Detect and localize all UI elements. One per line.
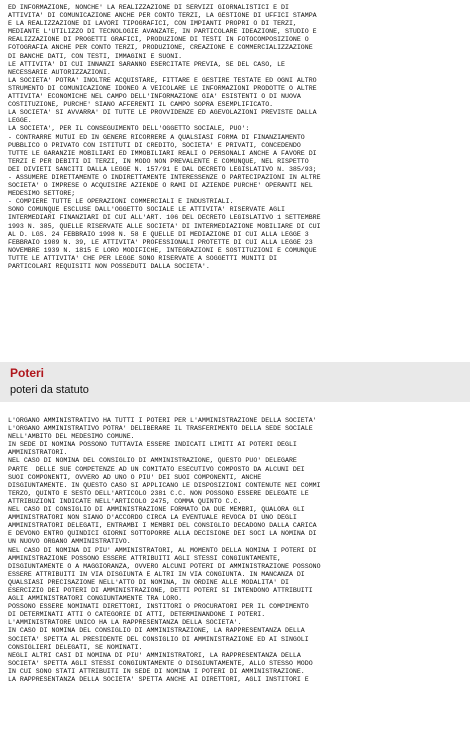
section-subtitle: poteri da statuto <box>10 384 89 396</box>
powers-text: L'ORGANO AMMINISTRATIVO HA TUTTI I POTERI PER L'AMMINISTRAZIONE DELLA SOCIETA' L'ORGANO AMMINISTRATIVO POTRA' DELIBERARE IL TRASFERIMENTO DELLA SEDE SOCIALE NELL'AMBITO DEL MEDESIMO COMUNE. IN SEDE DI NOMINA POSSONO TUTTAVIA ESSERE INDICATI LIMITI AI POTERI DEGLI AMMINISTRATORI. NEL CASO DI NOMINA DEL CONSIGLIO DI AMMINISTRAZIONE, QUESTO PUO' DELEGARE PARTE DELLE SUE COMPETENZE AD UN COMITATO ESECUTIVO COMPOSTO DA ALCUNI DEI SUOI COMPONENTI, OVVERO AD UNO O PIU' DEI SUOI COMPONENTI, ANCHE DISGIUNTAMENTE. IN QUESTO CASO SI APPLICANO LE DISPOSIZIONI CONTENUTE NEI COMMI TERZO, QUINTO E SESTO DELL'ARTICOLO 2381 C.C. NON POSSONO ESSERE DELEGATE LE ATTRIBUZIONI INDICATE NELL'ARTICOLO 2475, COMMA QUINTO C.C. NEL CASO DI CONSIGLIO DI AMMINISTRAZIONE FORMATO DA DUE MEMBRI, QUALORA GLI AMMINISTRATORI NON SIANO D'ACCORDO CIRCA LA EVENTUALE REVOCA DI UNO DEGLI AMMINISTRATORI DELEGATI, ENTRAMBI I MEMBRI DEL CONSIGLIO DECADONO DALLA CARICA E DEVONO ENTRO QUINDICI GIORNI SOTTOPORRE ALLA DECISIONE DEI SOCI LA NOMINA DI UN NUOVO ORGANO AMMINISTRATIVO. NEL CASO DI NOMINA DI PIU' AMMINISTRATORI, AL MOMENTO DELLA NOMINA I POTERI DI AMMINISTRAZIONE POSSONO ESSERE ATTRIBUITI AGLI STESSI CONGIUNTAMENTE, DISGIUNTAMENTE O A MAGGIORANZA, OVVERO ALCUNI POTERI DI AMMINISTRAZIONE POSSONO ESSERE ATTRIBUITI IN VIA DISGIUNTA E ALTRI IN VIA CONGIUNTA. IN MANCANZA DI QUALSIASI PRECISAZIONE NELL'ATTO DI NOMINA, IN ORDINE ALLE MODALITA' DI ESERCIZIO DEI POTERI DI AMMINISTRAZIONE, DETTI POTERI SI INTENDONO ATTRIBUITI AGLI AMMINISTRATORI CONGIUNTAMENTE TRA LORO. POSSONO ESSERE NOMINATI DIRETTORI, INSTITORI O PROCURATORI PER IL COMPIMENTO DI DETERMINATI ATTI O CATEGORIE DI ATTI, DETERMINANDONE I POTERI. L'AMMINISTRATORE UNICO HA LA RAPPRESENTANZA DELLA SOCIETA'. IN CASO DI NOMINA DEL CONSIGLIO DI AMMINISTRAZIONE, LA RAPPRESENTANZA DELLA SOCIETA' SPETTA AL PRESIDENTE DEL CONSIGLIO DI AMMINISTRAZIONE ED AI SINGOLI CONSIGLIERI DELEGATI, SE NOMINATI. NEGLI ALTRI CASI DI NOMINA DI PIU' AMMINISTRATORI, LA RAPPRESENTANZA DELLA SOCIETA' SPETTA AGLI STESSI CONGIUNTAMENTE O DISGIUNTAMENTE, ALLO STESSO MODO IN CUI SONO STATI ATTRIBUITI IN SEDE DI NOMINA I POTERI DI AMMINISTRAZIONE. LA RAPPRESENTANZA DELLA SOCIETA' SPETTA ANCHE AI DIRETTORI, AGLI INSTITORI E <box>8 417 321 683</box>
object-clause-text: ED INFORMAZIONE, NONCHE' LA REALIZZAZIONE DI SERVIZI GIORNALISTICI E DI ATTIVITA' DI COMUNICAZIONE ANCHE PER CONTO TERZI, LA GESTIONE DI UFFICI STAMPA E LA REALIZZAZIONE DI LAVORI TIPOGRAFICI, CON IMPIANTI PROPRI O DI TERZI, MEDIANTE L'UTILIZZO DI TECNOLOGIE AVANZATE, IN PARTICOLARE IDEAZIONE, STUDIO E REALIZZAZIONE DI PROGETTI GRAFICI, PRODUZIONE DI TESTI IN FOTOCOMPOSIZIONE O FOTOGRAFIA ANCHE PER CONTO TERZI, PRODUZIONE, CREAZIONE E COMMERCIALIZZAZIONE DI BANCHE DATI, CON TESTI, IMMAGINI E SUONI. LE ATTIVITA' DI CUI INNANZI SARANNO ESERCITATE PREVIA, SE DEL CASO, LE NECESSARIE AUTORIZZAZIONI. LA SOCIETA' POTRA' INOLTRE ACQUISTARE, FITTARE E GESTIRE TESTATE ED OGNI ALTRO STRUMENTO DI COMUNICAZIONE IDONEO A VEICOLARE LE INFORMAZIONI PRODOTTE O ALTRE ATTIVITA' ECONOMICHE NEL CAMPO DELL'INFORMAZIONE GIA' ESISTENTI O DI NUOVA COSTITUZIONE, PURCHE' SIANO AFFERENTI IL CAMPO SOPRA ESEMPLIFICATO. LA SOCIETA' SI AVVARRA' DI TUTTE LE PROVVIDENZE ED AGEVOLAZIONI PREVISTE DALLA LEGGE. LA SOCIETA', PER IL CONSEGUIMENTO DELL'OGGETTO SOCIALE, PUO': - CONTRARRE MUTUI ED IN GENERE RICORRERE A QUALSIASI FORMA DI FINANZIAMENTO PUBBLICO O PRIVATO CON ISTITUTI DI CREDITO, SOCIETA' E PRIVATI, CONCEDENDO TUTTE LE GARANZIE MOBILIARI ED IMMOBILIARI REALI O PERSONALI ANCHE A FAVORE DI TERZI E PER DEBITI DI TERZI, IN MODO NON PREVALENTE E COMUNQUE, NEL RISPETTO DEI DIVIETI SANCITI DALLA LEGGE N. 157/91 E DAL DECRETO LEGISLATIVO N. 385/93; - ASSUMERE DIRETTAMENTE O INDIRETTAMENTE INTERESSENZE O PARTECIPAZIONI IN ALTRE SOCIETA' O IMPRESE O ACQUISIRE AZIENDE O RAMI DI AZIENDE PURCHE' OPERANTI NEL MEDESIMO SETTORE; - COMPIERE TUTTE LE OPERAZIONI COMMERCIALI E INDUSTRIALI. SONO COMUNQUE ESCLUSE DALL'OGGETTO SOCIALE LE ATTIVITA' RISERVATE AGLI INTERMEDIARI FINANZIARI DI CUI ALL'ART. 106 DEL DECRETO LEGISLATIVO 1 SETTEMBRE 1993 N. 385, QUELLE RISERVATE ALLE SOCIETA' DI INTERMEDIAZIONE MOBILIARE DI CUI AL D. LGS. 24 FEBBRAIO 1998 N. 58 E QUELLE DI MEDIAZIONE DI CUI ALLA LEGGE 3 FEBBRAIO 1989 N. 39, LE ATTIVITA' PROFESSIONALI PROTETTE DI CUI ALLA LEGGE 23 NOVEMBRE 1939 N. 1815 E LORO MODIFICHE, INTEGRAZIONI E SOSTITUZIONI E COMUNQUE TUTTE LE ATTIVITA' CHE PER LEGGE SONO RISERVATE A SOGGETTI MUNITI DI PARTICOLARI REQUISITI NON POSSEDUTI DALLA SOCIETA'. <box>8 4 321 270</box>
section-header <box>0 362 470 402</box>
section-title: Poteri <box>10 366 45 380</box>
